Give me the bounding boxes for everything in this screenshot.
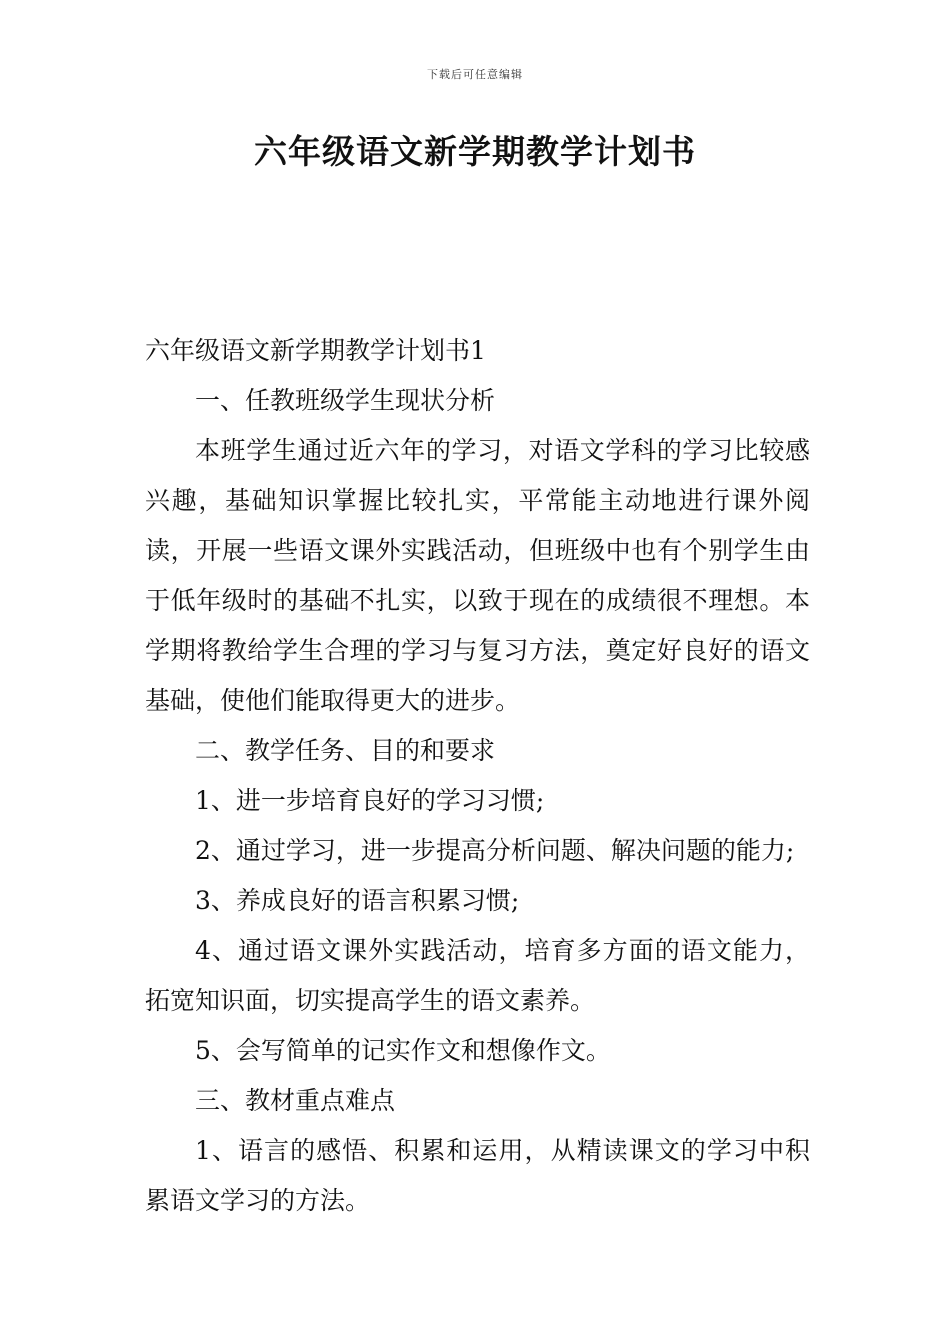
- header-note: 下载后可任意编辑: [427, 68, 523, 81]
- document-body: [145, 326, 810, 1226]
- list-item-goal-3: 3、养成良好的语言积累习惯;: [195, 886, 520, 915]
- list-item-goal-2: 2、通过学习，进一步提高分析问题、解决问题的能力;: [195, 836, 795, 865]
- list-item-key-point-1: 1、语言的感悟、积累和运用，从精读课文的学习中积累语文学习的方法。: [145, 1136, 810, 1215]
- section-heading: 六年级语文新学期教学计划书1: [145, 336, 486, 365]
- heading-key-points: 三、教材重点难点: [195, 1086, 396, 1115]
- list-item-goal-4: 4、通过语文课外实践活动，培育多方面的语文能力，拓宽知识面，切实提高学生的语文素养。: [145, 936, 810, 1015]
- list-item-goal-5: 5、会写简单的记实作文和想像作文。: [195, 1036, 611, 1065]
- heading-student-analysis: 一、任教班级学生现状分析: [195, 386, 496, 415]
- list-item-goal-1: 1、进一步培育良好的学习习惯;: [195, 786, 545, 815]
- document-title: 六年级语文新学期教学计划书: [254, 132, 696, 171]
- heading-teaching-goals: 二、教学任务、目的和要求: [195, 736, 496, 765]
- paragraph-student-analysis: 本班学生通过近六年的学习，对语文学科的学习比较感兴趣，基础知识掌握比较扎实，平常能主动地进行课外阅读，开展一些语文课外实践活动，但班级中也有个别学生由于低年级时的基础不扎实，以致于现在的成绩很不理想。本学期将教给学生合理的学习与复习方法，奠定好良好的语文基础，使他们能取得更大的进步。: [145, 436, 810, 715]
